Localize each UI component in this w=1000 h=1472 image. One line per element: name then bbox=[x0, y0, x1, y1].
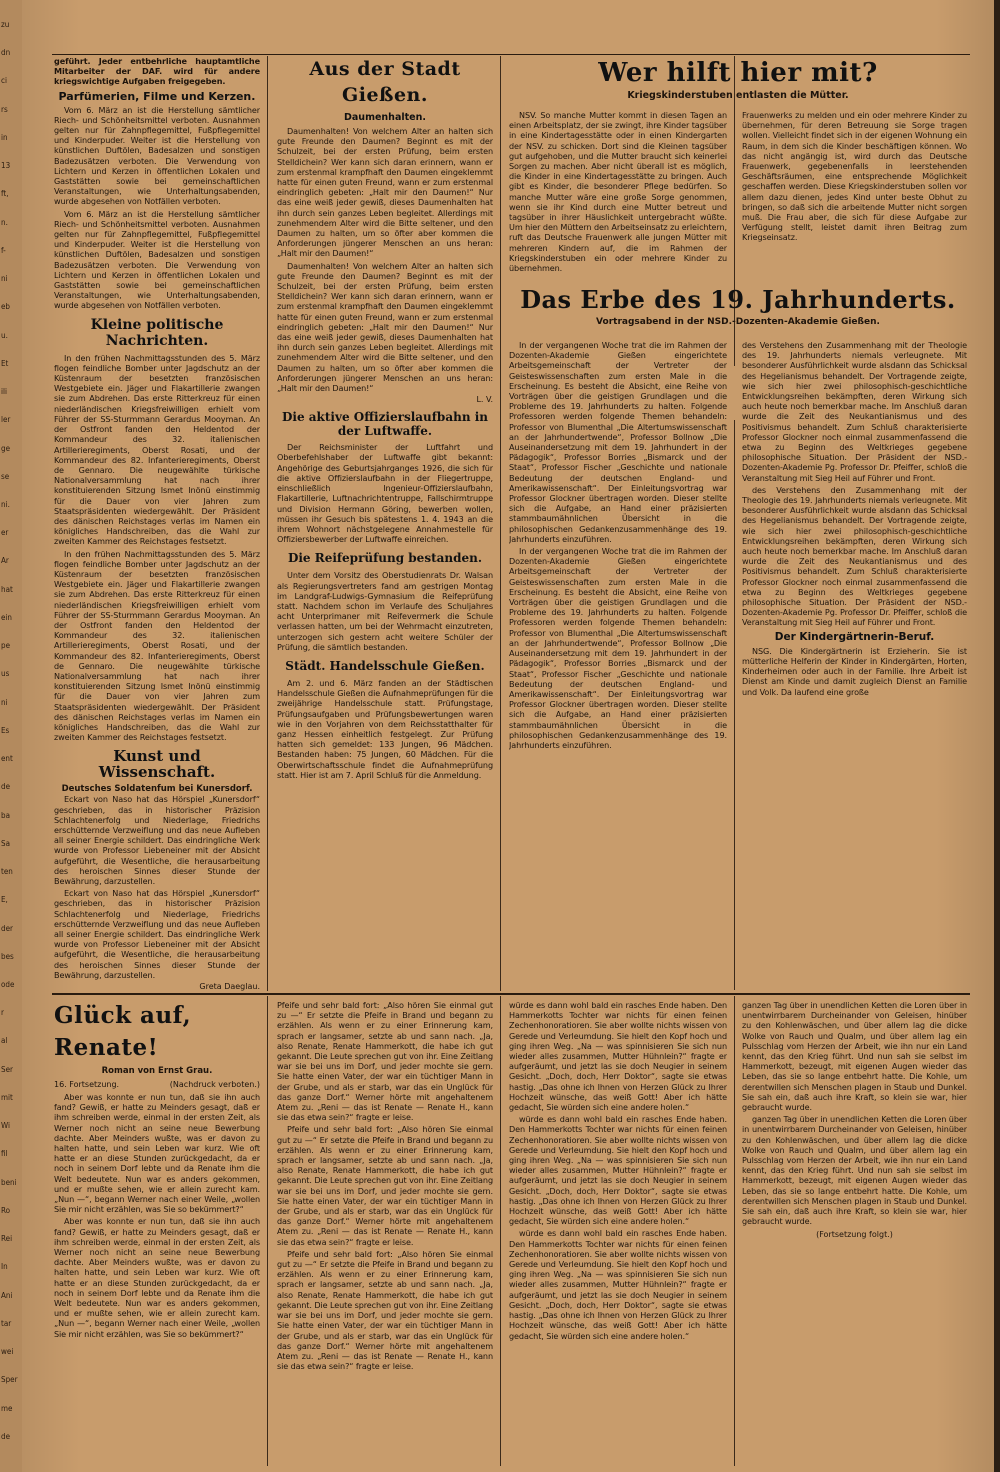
adjacent-text-fragment: eb bbox=[1, 302, 10, 311]
signature-daeglau: Greta Daeglau. bbox=[199, 982, 260, 991]
parfum-text-2: Vom 6. März an ist die Herstellung sämtlicher Riech- und Schönheitsmittel verboten. Ausnahmen gelten nur für Zahnpflegemittel, Fußpflegemittel und Kinderpuder. Weiter ist die Herstellung von künstlichen Duftölen, Badesalzen und sonstigen Badezusätzen verboten. Die Verwendung von Lichtern und Kerzen in öffentlichen Lokalen und Gaststätten sowie bei gemeinschaftlichen Veranstaltungen, wie Unterhaltungsabenden, wurde abgesehen von Notfällen verboten. bbox=[54, 208, 260, 311]
newspaper-page bbox=[22, 0, 994, 1472]
adjacent-text-fragment: ent bbox=[1, 754, 13, 763]
column-giessen bbox=[277, 56, 493, 991]
column-politics bbox=[54, 56, 260, 991]
kunst-text: Eckart von Naso hat das Hörspiel „Kunersdorf“ geschrieben, das in historischer Präzision Schlachtenerfolg und Niederlage, Friedrichs erschütternde Verzweiflung und das neue Aufleben all seiner Energie schildert. Das eindringliche Werk wurde von Professor Liebeneiner mit der Absicht aufgeführt, die Wesentliche, die herausarbeitung des heroischen Sinnes dieser Stunde der Bewährung, darzustellen. bbox=[54, 794, 260, 887]
novel-text-a: Aber was konnte er nun tun, daß sie ihn auch fand? Gewiß, er hatte zu Meinders gesagt, daß er ihm schreiben werde, einmal in der ersten Zeit, als Werner noch nicht an seine neue Bewerbung dachte. Aber Meinders wußte, was er davon zu halten hatte, und sein Leben war kurz. Wie oft hatte er an diese Stunden zurückgedacht, da er noch in seinem Dorf lebte und da Renate ihm die Welt bedeutete. Nun war es anders gekommen, und er mußte sehen, wie er allein zurecht kam. „Nun —“, begann Werner nach einer Weile, „wollen Sie mir nicht erzählen, was Sie so bekümmert?“ bbox=[54, 1092, 260, 1215]
novel-text-b3: Pfeife und sehr bald fort: „Also hören Sie einmal gut zu —“ Er setzte die Pfeife in Brand und begann zu erzählen. Als wenn er zu einer Erinnerung kam, sprach er langsamer, setzte ab und sann nach. „Ja, also Renate, Renate Hammerkott, die habe ich gut gekannt. Die Leute sprechen gut von ihr. Eine Zeitlang war sie bei uns im Dorf, und jeder mochte sie gern. Sie hatte einen Vater, der war ein tüchtiger Mann in der Grube, und als er starb, war das ein Unglück für das ganze Dorf.“ Werner hörte mit angehaltenem Atem zu. „Reni — das ist Renate — Renate H., kann sie das etwa sein?“ fragte er leise. bbox=[277, 1248, 493, 1372]
adjacent-text-fragment: Rei bbox=[1, 1234, 13, 1243]
adjacent-text-fragment: beni bbox=[1, 1178, 17, 1187]
column-rule-2 bbox=[500, 56, 501, 991]
adjacent-text-fragment: Ani bbox=[1, 1291, 13, 1300]
adjacent-text-fragment: tar bbox=[1, 1319, 12, 1328]
erbe-text-a2: In der vergangenen Woche trat die im Rahmen der Dozenten-Akademie Gießen eingerichtete Arbeitsgemeinschaft der Vertreter der Geisteswissenschaften zum ersten Male in die Erscheinung. Es besteht die Absicht, eine Reihe von Vorträgen über die geistigen Grundlagen und die Probleme des 19. Jahrhunderts zu halten. Folgende Professoren werden folgende Themen behandeln: Professor von Blumenthal „Die Altertumswissenschaft an der Jahrhundertwende“, Professor Bollnow „Die Auseinandersetzung mit dem 19. Jahrhundert in der Pädagogik“, Professor Borries „Bismarck und der Staat“, Professor Fischer „Geschichte und nationale Bedeutung der deutschen England- und Amerikawissenschaft“. Der Einleitungsvortrag war Professor Glockner übertragen worden. Dieser stellte sich die Aufgabe, an Hand einer präzisierten stammbaumähnlichen Übersicht in die philosophischen Gedankenzusammenhänge des 19. Jahrhunderts einzuführen. bbox=[509, 546, 727, 750]
adjacent-text-fragment: wei bbox=[1, 1347, 14, 1356]
adjacent-text-fragment: n. bbox=[1, 218, 8, 227]
nachdruck-label: (Nachdruck verboten.) bbox=[169, 1080, 260, 1089]
daumen-text-2: Daumenhalten! Von welchem Alter an halten sich gute Freunde den Daumen? Beginnt es mit der Schulzeit, bei der ersten Prüfung, beim ersten Stelldichein? Wer kann sich daran erinnern, wann er zum erstenmal krampfhaft den Daumen eingeklemmt hatte für einen guten Freund, wann er zum erstenmal eindringlich gebeten: „Halt mir den Daumen!“ Nur das eine weiß jeder gewiß, dieses Daumenhalten hat ihn durch sein ganzes Leben begleitet. Allerdings mit zunehmendem Alter wird die Bitte seltener, und den Daumen zu halten, um so öfter aber kommen die Anforderungen jüngerer Menschen an uns heran: „Halt mir den Daumen!“ bbox=[277, 260, 493, 394]
novel-text-b2: Pfeife und sehr bald fort: „Also hören Sie einmal gut zu —“ Er setzte die Pfeife in Brand und begann zu erzählen. Als wenn er zu einer Erinnerung kam, sprach er langsamer, setzte ab und sann nach. „Ja, also Renate, Renate Hammerkott, die habe ich gut gekannt. Die Leute sprechen gut von ihr. Eine Zeitlang war sie bei uns im Dorf, und jeder mochte sie gern. Sie hatte einen Vater, der war ein tüchtiger Mann in der Grube, und als er starb, war das ein Unglück für das ganze Dorf.“ Werner hörte mit angehaltenem Atem zu. „Reni — das ist Renate — Renate H., kann sie das etwa sein?“ fragte er leise. bbox=[277, 1124, 493, 1247]
column-rule-5 bbox=[267, 996, 268, 1466]
adjacent-text-fragment: Es bbox=[1, 726, 10, 735]
novel-text-d: ganzen Tag über in unendlichen Ketten die Loren über in unentwirrbarem Durcheinander von Geleisen, hinüber zu den Kohlenwäschen, und über allem lag die dicke Wolke von Rauch und Qualm, und über allem lag ein Pulsschlag vom Herzen der Arbeit, wie ihn nur ein Land kennt, das den Krieg führt. Und nun sah sie selbst im Hammerkott, bezeugt, mit eigenen Augen wieder das Leben, das sie so lange entbehrt hatte. Die Kohle, um derentwillen sich Menschen plagen in Staub und Dunkel. Sie sah ein, daß auch ihre Kraft, so klein sie war, hier gebraucht wurde. bbox=[742, 1000, 967, 1113]
kinder-text: NSG. Die Kindergärtnerin ist Erzieherin. Sie ist mütterliche Helferin der Kinder in Kindergärten, Horten, Kinderheimen oder auch in der Familie. Ihre Arbeit ist Dienst am Kinde und damit zugleich Dienst an Familie und Volk. Da laufend eine große bbox=[742, 645, 967, 697]
adjacent-text-fragment: se bbox=[1, 472, 10, 481]
erbe-text-a: In der vergangenen Woche trat die im Rahmen der Dozenten-Akademie Gießen eingerichtete Arbeitsgemeinschaft der Vertreter der Geisteswissenschaften zum ersten Male in die Erscheinung. Es besteht die Absicht, eine Reihe von Vorträgen über die geistigen Grundlagen und die Probleme des 19. Jahrhunderts zu halten. Folgende Professoren werden folgende Themen behandeln: Professor von Blumenthal „Die Altertumswissenschaft an der Jahrhundertwende“, Professor Bollnow „Die Auseinandersetzung mit dem 19. Jahrhundert in der Pädagogik“, Professor Borries „Bismarck und der Staat“, Professor Fischer „Geschichte und nationale Bedeutung der deutschen England- und Amerikawissenschaft“. Der Einleitungsvortrag war Professor Glockner übertragen worden. Dieser stellte sich die Aufgabe, an Hand einer präzisierten stammbaumähnlichen Übersicht in die philosophischen Gedankenzusammenhänge des 19. Jahrhunderts einzuführen. bbox=[509, 340, 727, 544]
novel-meta bbox=[54, 1080, 260, 1089]
adjacent-text-fragment: r bbox=[1, 1008, 4, 1017]
column-rule-6 bbox=[500, 996, 501, 1466]
adjacent-text-fragment: ili bbox=[1, 387, 7, 396]
heading-daumenhalten: Daumenhalten. bbox=[344, 112, 426, 123]
fortsetzung-folgt: (Fortsetzung folgt.) bbox=[816, 1230, 893, 1240]
column-rule-7 bbox=[734, 996, 735, 1466]
column-erbe-left bbox=[509, 340, 727, 990]
column-rule-1 bbox=[267, 56, 268, 991]
adjacent-text-fragment: Ro bbox=[1, 1206, 11, 1215]
adjacent-text-fragment: ba bbox=[1, 811, 10, 820]
subtitle-vortragsabend: Vortragsabend in der NSD.-Dozenten-Akademie Gießen. bbox=[596, 317, 880, 327]
adjacent-text-fragment: Ser bbox=[1, 1065, 13, 1074]
adjacent-text-fragment: ein bbox=[1, 613, 12, 622]
novel-top-rule bbox=[52, 993, 970, 995]
adjacent-text-fragment: der bbox=[1, 924, 13, 933]
erbe-text-b2: des Verstehens den Zusammenhang mit der Theologie des 19. Jahrhunderts niemals verleugnete. Mit besonderer Ausführlichkeit wurde alsdann das Schicksal des Hegelianismus behandelt. Der Vortragende zeigte, wie sich hier zwei philosophisch-geschichtliche Entwicklungsreihen bekämpften, deren Wirkung sich auch heute noch bemerkbar mache. Im Anschluß daran wurde die Zeit des Neukantianismus und des Positivismus behandelt. Zum Schluß charakterisierte Professor Glockner noch einmal zusammenfassend die etwa zu Beginn des Weltkrieges gegebene philosophische Situation. Der Präsident der NSD.-Dozenten-Akademie Pg. Professor Dr. Pfeiffer, schloß die Veranstaltung mit Sieg Heil auf Führer und Front. bbox=[742, 484, 967, 628]
adjacent-text-fragment: hat bbox=[1, 585, 13, 594]
parfum-text: Vom 6. März an ist die Herstellung sämtlicher Riech- und Schönheitsmittel verboten. Ausnahmen gelten nur für Zahnpflegemittel, Fußpflegemittel und Kinderpuder. Weiter ist die Herstellung von künstlichen Duftölen, Badesalzen und sonstigen Badezusätzen verboten. Die Verwendung von Lichtern und Kerzen in öffentlichen Lokalen und Gaststätten sowie bei gemeinschaftlichen Veranstaltungen, wie Unterhaltungsabenden, wurde abgesehen von Notfällen verboten. bbox=[54, 104, 260, 207]
offizier-text: Der Reichsminister der Luftfahrt und Oberbefehlshaber der Luftwaffe gibt bekannt: Angehörige des Geburtsjahrganges 1926, die sich für die aktive Offizierslaufbahn in der Fliegertruppe, einschließlich Ingenieur-Offizierslaufbahn, Flakartillerie, Luftnachrichtentruppe, Fallschirmtruppe und Division Hermann Göring, bewerben wollen, müssen ihr Gesuch bis spätestens 1. 4. 1943 an die ihrem Wohnort nächstgelegene Annahmestelle für Offiziersbewerber der Luftwaffe einreichen. bbox=[277, 442, 493, 545]
heading-parfum: Parfümerien, Filme und Kerzen. bbox=[58, 89, 256, 103]
adjacent-text-fragment: al bbox=[1, 1036, 8, 1045]
title-erbe: Das Erbe des 19. Jahrhunderts. bbox=[520, 285, 956, 314]
title-glueck-auf-renate: Glück auf, Renate! bbox=[54, 1002, 192, 1061]
adjacent-text-fragment: 13 bbox=[1, 161, 11, 170]
top-rule bbox=[52, 54, 970, 55]
title-wer-hilft: Wer hilft hier mit? bbox=[598, 58, 878, 88]
novel-text-d2: ganzen Tag über in unendlichen Ketten die Loren über in unentwirrbarem Durcheinander von Geleisen, hinüber zu den Kohlenwäschen, und über allem lag die dicke Wolke von Rauch und Qualm, und über allem lag ein Pulsschlag vom Herzen der Arbeit, wie ihn nur ein Land kennt, das den Krieg führt. Und nun sah sie selbst im Hammerkott, bezeugt, mit eigenen Augen wieder das Leben, das sie so lange entbehrt hatte. Die Kohle, um derentwillen sich Menschen plagen in Staub und Dunkel. Sie sah ein, daß auch ihre Kraft, so klein sie war, hier gebraucht wurde. bbox=[742, 1114, 967, 1227]
column-novel-4 bbox=[742, 1000, 967, 1465]
adjacent-text-fragment: ft, bbox=[1, 189, 9, 198]
daumen-text: Daumenhalten! Von welchem Alter an halten sich gute Freunde den Daumen? Beginnt es mit der Schulzeit, bei der ersten Prüfung, beim ersten Stelldichein? Wer kann sich daran erinnern, wann er zum erstenmal krampfhaft den Daumen eingeklemmt hatte für einen guten Freund, wann er zum erstenmal eindringlich gebeten: „Halt mir den Daumen!“ Nur das eine weiß jeder gewiß, dieses Daumenhalten hat ihn durch sein ganzes Leben begleitet. Allerdings mit zunehmendem Alter wird die Bitte seltener, und den Daumen zu halten, um so öfter aber kommen die Anforderungen jüngerer Menschen an uns heran: „Halt mir den Daumen!“ bbox=[277, 126, 493, 259]
heading-kunst: Kunst und Wissenschaft. bbox=[98, 747, 216, 782]
adjacent-text-fragment: de bbox=[1, 782, 10, 791]
erbe-text-b: des Verstehens den Zusammenhang mit der Theologie des 19. Jahrhunderts niemals verleugnete. Mit besonderer Ausführlichkeit wurde alsdann das Schicksal des Hegelianismus behandelt. Der Vortragende zeigte, wie sich hier zwei philosophisch-geschichtliche Entwicklungsreihen bekämpften, deren Wirkung sich auch heute noch bemerkbar mache. Im Anschluß daran wurde die Zeit des Neukantianismus und des Positivismus behandelt. Zum Schluß charakterisierte Professor Glockner noch einmal zusammenfassend die etwa zu Beginn des Weltkrieges gegebene philosophische Situation. Der Präsident der NSD.-Dozenten-Akademie Pg. Professor Dr. Pfeiffer, schloß die Veranstaltung mit Sieg Heil auf Führer und Front. bbox=[742, 340, 967, 483]
column-rule-4 bbox=[734, 420, 735, 990]
adjacent-text-fragment: bes bbox=[1, 952, 14, 961]
adjacent-text-fragment: er bbox=[1, 528, 9, 537]
adjacent-text-fragment: pe bbox=[1, 641, 10, 650]
column-novel-2 bbox=[277, 1000, 493, 1465]
adjacent-text-fragment: ten bbox=[1, 867, 13, 876]
adjacent-text-fragment: zu bbox=[1, 20, 10, 29]
adjacent-text-fragment: mit bbox=[1, 1093, 13, 1102]
adjacent-text-fragment: Ar bbox=[1, 556, 9, 565]
signature-lv: L. V. bbox=[476, 395, 493, 405]
byline-ernst-grau: Roman von Ernst Grau. bbox=[101, 1066, 213, 1076]
heading-reifepruefung: Die Reifeprüfung bestanden. bbox=[287, 551, 483, 566]
adjacent-text-fragment: ni. bbox=[1, 500, 10, 509]
novel-text-c: würde es dann wohl bald ein rasches Ende haben. Den Hammerkotts Tochter war nichts für einen feinen Zechenhonoratioren. Sie aber wollte nichts wissen von Gerede und Verleumdung. Sie hielt den Kopf hoch und ging ihren Weg. „Na — was spinnisieren Sie sich nun wieder alles zusammen, Mutter Hühnlein?“ fragte er aufgeräumt, und jetzt las sie doch Neugier in seinem Gesicht. „Doch, doch, Herr Doktor“, sagte sie etwas hastig. „Das ohne ich Ihnen von Herzen Glück zu Ihrer Hochzeit wünsche, das weiß Gott! Aber ich hätte gedacht, Sie würden sich eine andere holen.“ bbox=[509, 1000, 727, 1113]
adjacent-text-fragment: fil bbox=[1, 1149, 8, 1158]
wer-hilft-text: NSV. So manche Mutter kommt in diesen Tagen an einen Arbeitsplatz, der sie zwingt, ihre Kinder tagsüber in eine Kindertagesstätte oder in einen Kindergarten der NSV. zu schicken. Dort sind die Kleinen tagsüber gut aufgehoben, und die Mutter braucht sich keinerlei Sorgen zu machen. Aber nicht überall ist es möglich, die Kinder in eine Kindertagesstätte zu bringen. Auch gibt es Kinder, die besonderer Pflege bedürfen. So manche Mutter wäre eine große Sorge genommen, wenn sie ihr Kind durch eine Mutter betreut und tagsüber in ihrer Häuslichkeit untergebracht wüßte. Um hier den Müttern den Arbeitseinsatz zu erleichtern, ruft das Deutsche Frauenwerk alle jungen Mütter mit mehreren Kindern auf, die im Rahmen der Kriegskinderstuben ein oder mehrere Kinder zu übernehmen. bbox=[509, 110, 727, 274]
column-erbe-right bbox=[742, 340, 967, 990]
adjacent-text-fragment: in bbox=[1, 133, 8, 142]
kleine-text-2: In den frühen Nachmittagsstunden des 5. März flogen feindliche Bomber unter Jagdschutz an der Küstenraum der besetzten französischen Westgebiete ein. Jäger und Flakartillerie zwangen sie zum Abdrehen. Das erste Ritterkreuz für einen niederländischen Kriegsfreiwilligen erhielt vom Führer der SS-Sturmmann Gerardus Mooyman. An der Ostfront fanden den Heldentod der Kommandeur des 32. italienischen Artillerieregiments, Oberst Rosati, und der Kommandeur des 82. Infanterieregiments, Oberst de Gennaro. Die neugewählte türkische Nationalversammlung hat nach ihrer konstituierenden Sitzung Ismet Inönü einstimmig für die Dauer von vier Jahren zum Staatspräsidenten wiedergewählt. Der Präsident des dänischen Reichstages verlas im Namen ein königliches Handschreiben, das die Wahl zur zweiten Kammer des Reichstages festsetzt. bbox=[54, 548, 260, 743]
title-aus-der-stadt: Aus der Stadt Gießen. bbox=[309, 58, 461, 106]
wer-hilft-block bbox=[509, 56, 967, 116]
adjacent-text-fragment: ge bbox=[1, 444, 10, 453]
adjacent-text-fragment: u. bbox=[1, 331, 8, 340]
subheading-soldatentum: Deutsches Soldatenfum bei Kunersdorf. bbox=[61, 784, 253, 795]
adjacent-text-fragment: me bbox=[1, 1404, 13, 1413]
adjacent-text-fragment: ci bbox=[1, 76, 7, 85]
adjacent-text-fragment: ode bbox=[1, 980, 15, 989]
adjacent-text-fragment: Wi bbox=[1, 1121, 10, 1130]
adjacent-text-fragment: rs bbox=[1, 105, 8, 114]
adjacent-text-fragment: ler bbox=[1, 415, 11, 424]
adjacent-page-strip bbox=[0, 0, 22, 1472]
column-novel-3 bbox=[509, 1000, 727, 1465]
adjacent-text-fragment: E, bbox=[1, 895, 8, 904]
novel-text-c3: würde es dann wohl bald ein rasches Ende haben. Den Hammerkotts Tochter war nichts für einen feinen Zechenhonoratioren. Sie aber wollte nichts wissen von Gerede und Verleumdung. Sie hielt den Kopf hoch und ging ihren Weg. „Na — was spinnisieren Sie sich nun wieder alles zusammen, Mutter Hühnlein?“ fragte er aufgeräumt, und jetzt las sie doch Neugier in seinem Gesicht. „Doch, doch, Herr Doktor“, sagte sie etwas hastig. „Das ohne ich Ihnen von Herzen Glück zu Ihrer Hochzeit wünsche, das weiß Gott! Aber ich hätte gedacht, Sie würden sich eine andere holen.“ bbox=[509, 1228, 727, 1341]
heading-kindergaertnerin: Der Kindergärtnerin-Beruf. bbox=[774, 630, 935, 643]
adjacent-text-fragment: us bbox=[1, 669, 10, 678]
kleine-text: In den frühen Nachmittagsstunden des 5. März flogen feindliche Bomber unter Jagdschutz an der Küstenraum der besetzten französischen Westgebiete ein. Jäger und Flakartillerie zwangen sie zum Abdrehen. Das erste Ritterkreuz für einen niederländischen Kriegsfreiwilligen erhielt vom Führer der SS-Sturmmann Gerardus Mooyman. An der Ostfront fanden den Heldentod der Kommandeur des 32. italienischen Artillerieregiments, Oberst Rosati, und der Kommandeur des 82. Infanterieregiments, Oberst de Gennaro. Die neugewählte türkische Nationalversammlung hat nach ihrer konstituierenden Sitzung Ismet Inönü einstimmig für die Dauer von vier Jahren zum Staatspräsidenten wiedergewählt. Der Präsident des dänischen Reichstages verlas im Namen ein königliches Handschreiben, das die Wahl zur zweiten Kammer des Reichstages festsetzt. bbox=[54, 352, 260, 547]
adjacent-text-fragment: dn bbox=[1, 48, 11, 57]
heading-kleine-nachrichten: Kleine politische Nachrichten. bbox=[90, 316, 224, 349]
novel-text-c2: würde es dann wohl bald ein rasches Ende haben. Den Hammerkotts Tochter war nichts für einen feinen Zechenhonoratioren. Sie aber wollte nichts wissen von Gerede und Verleumdung. Sie hielt den Kopf hoch und ging ihren Weg. „Na — was spinnisieren Sie sich nun wieder alles zusammen, Mutter Hühnlein?“ fragte er aufgeräumt, und jetzt las sie doch Neugier in seinem Gesicht. „Doch, doch, Herr Doktor“, sagte sie etwas hastig. „Das ohne ich Ihnen von Herzen Glück zu Ihrer Hochzeit wünsche, das weiß Gott! Aber ich hätte gedacht, Sie würden sich eine andere holen.“ bbox=[509, 1114, 727, 1227]
fortsetzung-label: 16. Fortsetzung. bbox=[54, 1080, 120, 1089]
kunst-text-2: Eckart von Naso hat das Hörspiel „Kunersdorf“ geschrieben, das in historischer Präzision Schlachtenerfolg und Niederlage, Friedrichs erschütternde Verzweiflung und das neue Aufleben all seiner Energie schildert. Das eindringliche Werk wurde von Professor Liebeneiner mit der Absicht aufgeführt, die Wesentliche, die herausarbeitung des heroischen Sinnes dieser Stunde der Bewährung, darzustellen. bbox=[54, 888, 260, 980]
reife-text: Unter dem Vorsitz des Oberstudienrats Dr. Walsan als Regierungsvertreters fand am gestrigen Montag im Landgraf-Ludwigs-Gymnasium die Reifeprüfung statt. Nachdem schon im Verlaufe des Schuljahres acht Unterprimaner mit Reifevermerk die Schule verlassen hatten, um bei der Wehrmacht einzutreten, unterzogen sich gestern acht weitere Schüler der Prüfung, die sämtlich bestanden. bbox=[277, 570, 493, 652]
adjacent-text-fragment: ni bbox=[1, 698, 8, 707]
adjacent-text-fragment: Et bbox=[1, 359, 9, 368]
novel-text-a2: Aber was konnte er nun tun, daß sie ihn auch fand? Gewiß, er hatte zu Meinders gesagt, daß er ihm schreiben werde, einmal in der ersten Zeit, als Werner noch nicht an seine neue Bewerbung dachte. Aber Meinders wußte, was er davon zu halten hatte, und sein Leben war kurz. Wie oft hatte er an diese Stunden zurückgedacht, da er noch in seinem Dorf lebte und da Renate ihm die Welt bedeutete. Nun war es anders gekommen, und er mußte sehen, wie er allein zurecht kam. „Nun —“, begann Werner nach einer Weile, „wollen Sie mir nicht erzählen, was Sie so bekümmert?“ bbox=[54, 1216, 260, 1339]
intro-paragraph: geführt. Jeder entbehrliche hauptamtliche Mitarbeiter der DAF. wird für andere kriegswichtige Aufgaben freigegeben. bbox=[54, 56, 260, 87]
column-wer-hilft-text bbox=[509, 110, 727, 280]
heading-handelsschule: Städt. Handelsschule Gießen. bbox=[285, 658, 485, 673]
novel-text-b: Pfeife und sehr bald fort: „Also hören Sie einmal gut zu —“ Er setzte die Pfeife in Brand und begann zu erzählen. Als wenn er zu einer Erinnerung kam, sprach er langsamer, setzte ab und sann nach. „Ja, also Renate, Renate Hammerkott, die habe ich gut gekannt. Die Leute sprechen gut von ihr. Eine Zeitlang war sie bei uns im Dorf, und jeder mochte sie gern. Sie hatte einen Vater, der war ein tüchtiger Mann in der Grube, und als er starb, war das ein Unglück für das ganze Dorf.“ Werner hörte mit angehaltenem Atem zu. „Reni — das ist Renate — Renate H., kann sie das etwa sein?“ fragte er leise. bbox=[277, 1000, 493, 1123]
erbe-heading-block bbox=[509, 283, 967, 343]
subtitle-kriegskinderstuben: Kriegskinderstuben entlasten die Mütter. bbox=[627, 90, 849, 101]
adjacent-text-fragment: de bbox=[1, 1432, 10, 1441]
heading-offizierslaufbahn: Die aktive Offizierslaufbahn in der Luftwaffe. bbox=[282, 410, 488, 439]
adjacent-text-fragment: Sper bbox=[1, 1375, 18, 1384]
adjacent-text-fragment: ni bbox=[1, 274, 8, 283]
column-novel-1 bbox=[54, 1000, 260, 1465]
adjacent-text-fragment: Sa bbox=[1, 839, 10, 848]
handel-text: Am 2. und 6. März fanden an der Städtischen Handelsschule Gießen die Aufnahmeprüfungen für die zweijährige Handelsschule statt. Prüfungstage, Prüfungsaufgaben und Prüfungsbewertungen waren wie in den Vorjahren von dem Reichsstatthalter für ganz Hessen einheitlich festgelegt. Zur Prüfung hatten sich gemeldet: 133 Jungen, 96 Mädchen. Bestanden haben: 75 Jungen, 60 Mädchen. Für die Oberwirtschaftsschule findet die Aufnahmeprüfung statt. Hier ist am 7. April Schluß für die Anmeldung. bbox=[277, 677, 493, 780]
adjacent-text-fragment: In bbox=[1, 1262, 8, 1271]
frauenwerk-text: Frauenwerks zu melden und ein oder mehrere Kinder zu übernehmen, für deren Betreuung sie Sorge tragen wollen. Vielleicht findet sich in der eigenen Wohnung ein Raum, in dem sich die Kinder beschäftigen können. Wo das nicht angängig ist, wird durch das Deutsche Frauenwerk, gegebenenfalls in leerstehenden Geschäftsräumen, eine entsprechende Möglichkeit geschaffen werden. Diese Kriegskinderstuben sollen vor allem dazu dienen, jedes Kind unter beste Obhut zu bringen, so daß sich die arbeitende Mutter nicht sorgen muß. Die Frau aber, die sich für diese Aufgabe zur Verfügung stellt, leistet damit ihren Beitrag zum Kriegseinsatz. bbox=[742, 110, 967, 243]
adjacent-text-fragment: f- bbox=[1, 246, 6, 255]
column-frauenwerk-text bbox=[742, 110, 967, 280]
